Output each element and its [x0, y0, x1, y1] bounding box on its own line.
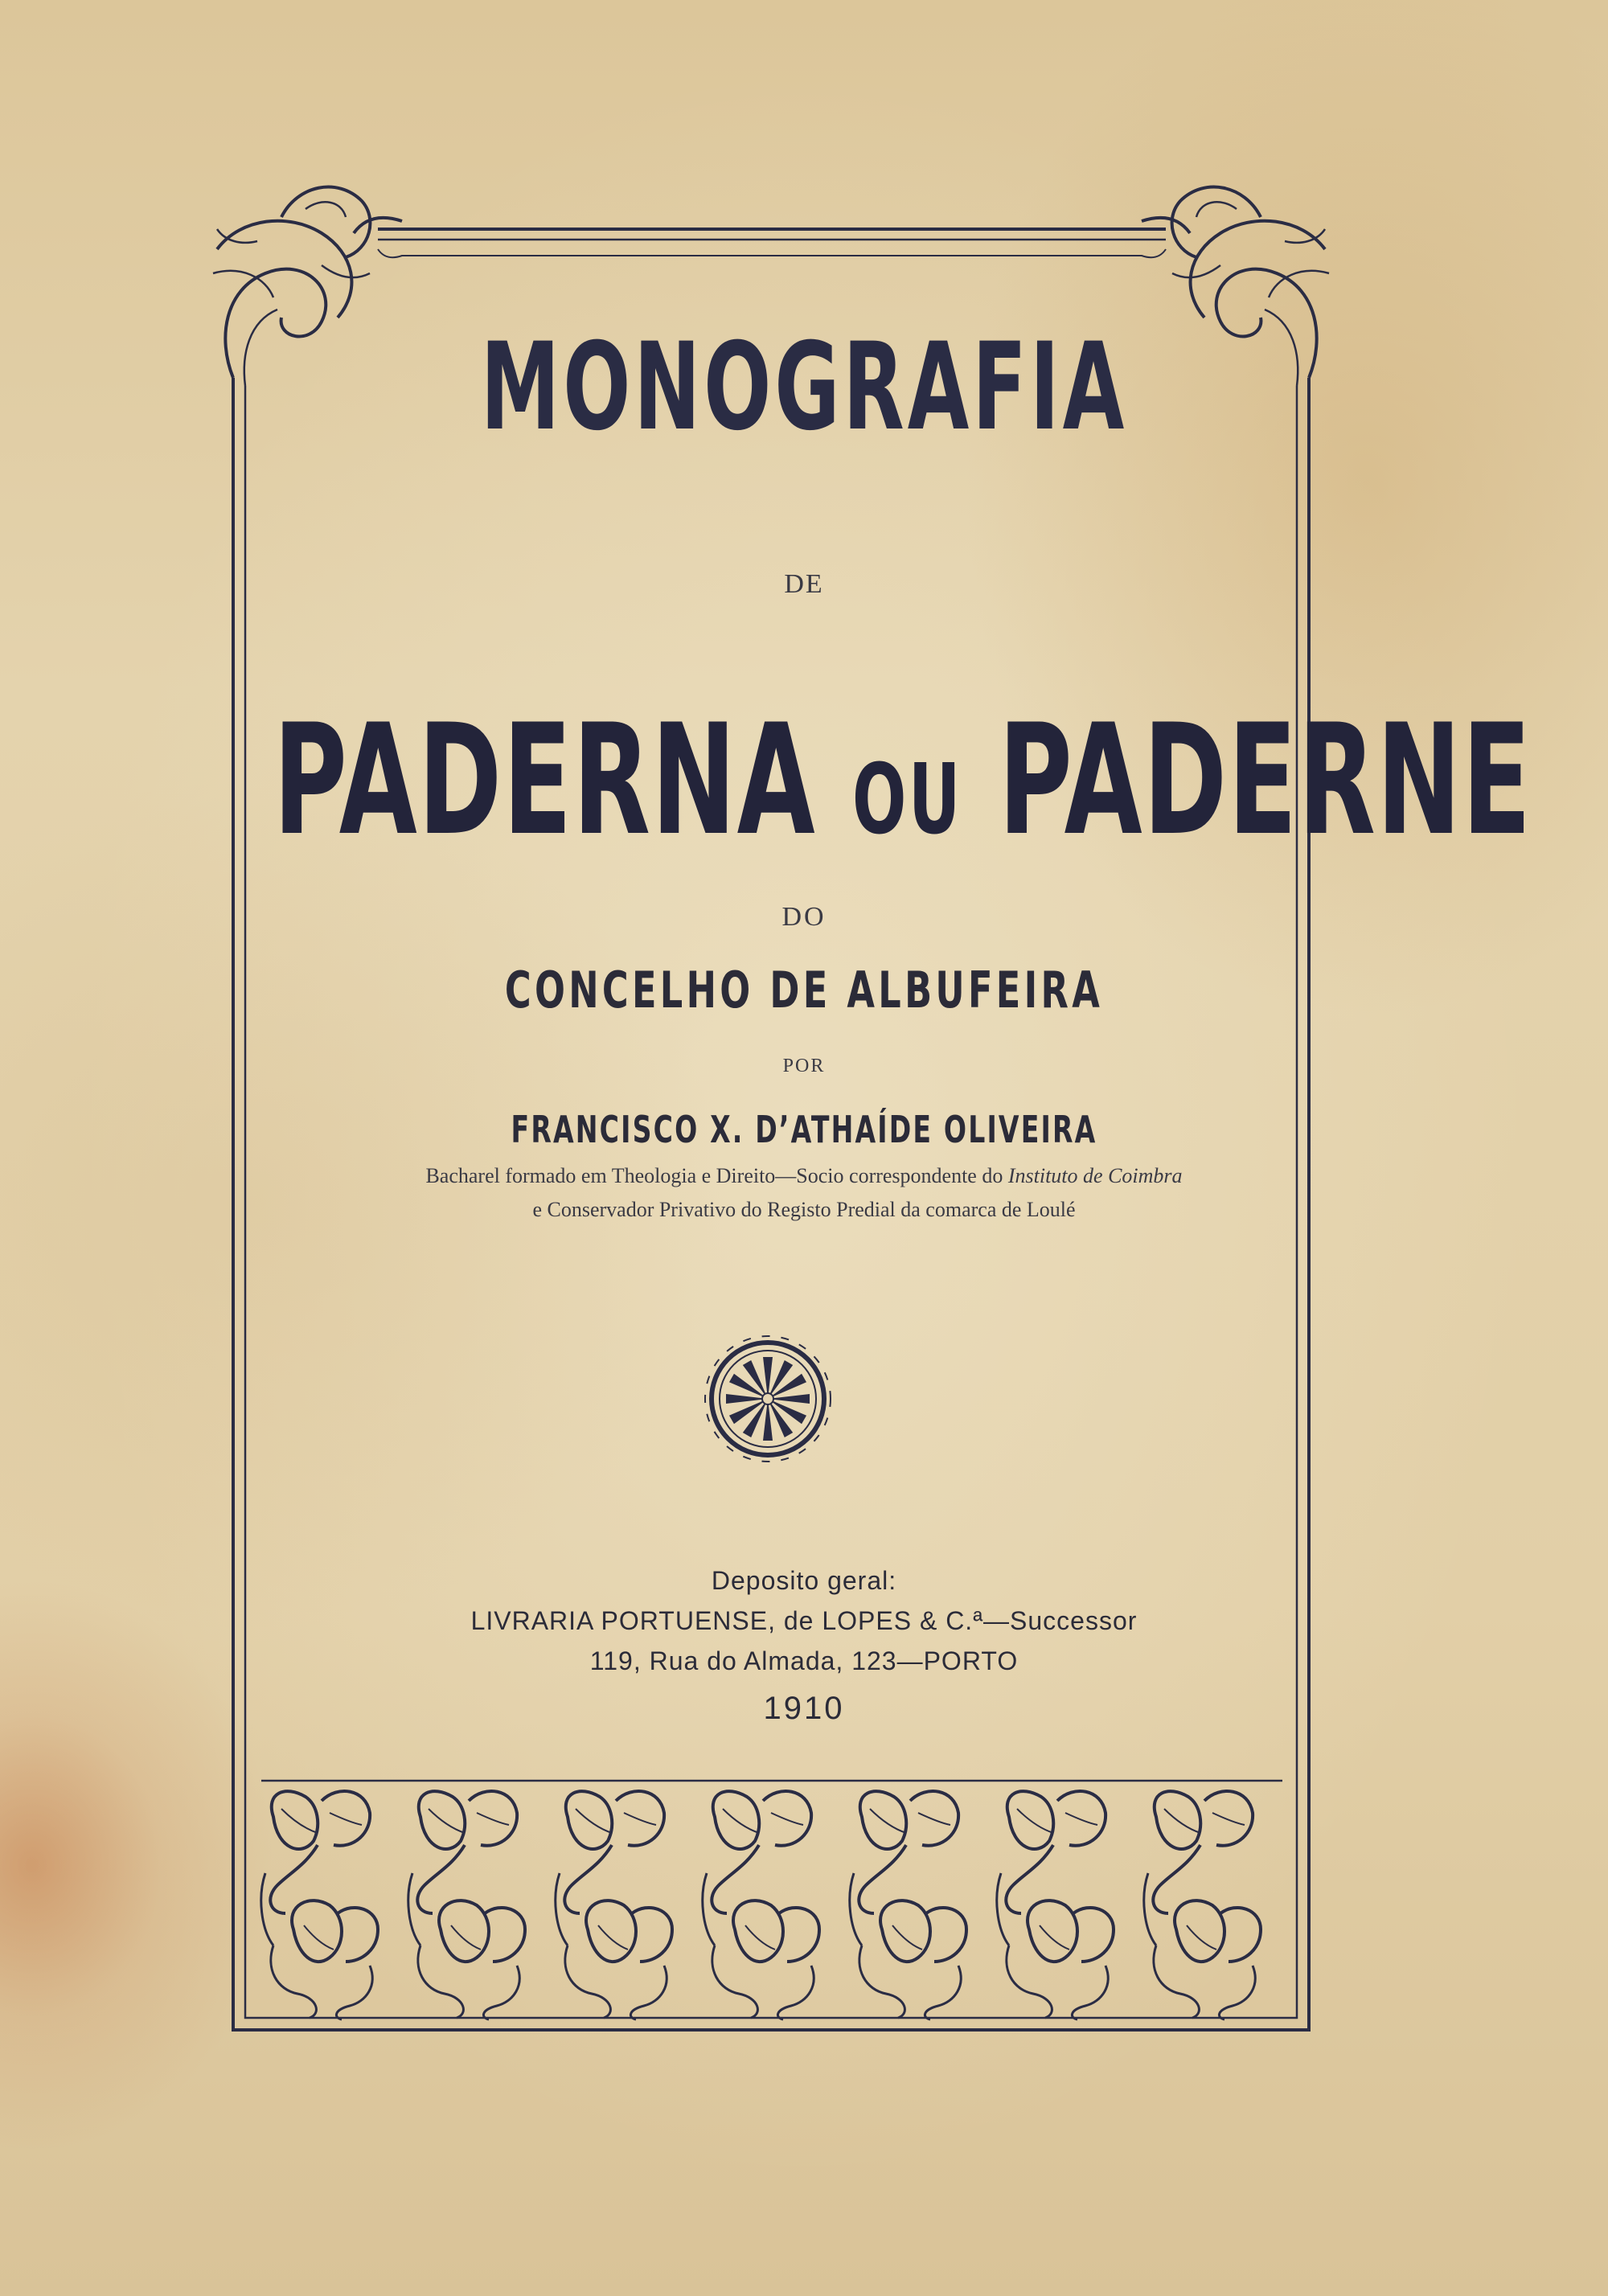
word-de: DE [784, 569, 824, 599]
word-ou: OU [851, 744, 962, 856]
author-name: FRANCISCO X. D’ATHAÍDE OLIVEIRA [511, 1108, 1097, 1151]
compass-rose-icon [699, 1330, 836, 1467]
imprint-deposito: Deposito geral: [711, 1566, 897, 1595]
imprint-livraria: LIVRARIA PORTUENSE, de LOPES & C.ª—Successor [470, 1606, 1138, 1635]
subtitle-concelho: CONCELHO DE ALBUFEIRA [504, 961, 1104, 1019]
imprint-address: 119, Rua do Almada, 123—PORTO [589, 1646, 1019, 1675]
credentials-text: Bacharel formado em Theologia e Direito—Socio correspondente do [425, 1164, 1008, 1187]
credentials-institute: Instituto de Coimbra [1007, 1164, 1183, 1187]
title-place [273, 691, 1532, 869]
imprint-year: 1910 [763, 1691, 845, 1726]
author-credentials-line2: e Conservador Privativo do Registo Predial da comarca de Loulé [532, 1198, 1076, 1221]
title-monografia: MONOGRAFIA [480, 318, 1128, 457]
place-paderne: PADERNE [998, 691, 1532, 869]
author-credentials-line1 [0, 1164, 1608, 1188]
word-por: POR [782, 1056, 826, 1076]
word-do: DO [781, 902, 827, 932]
place-paderna: PADERNA [273, 691, 817, 869]
